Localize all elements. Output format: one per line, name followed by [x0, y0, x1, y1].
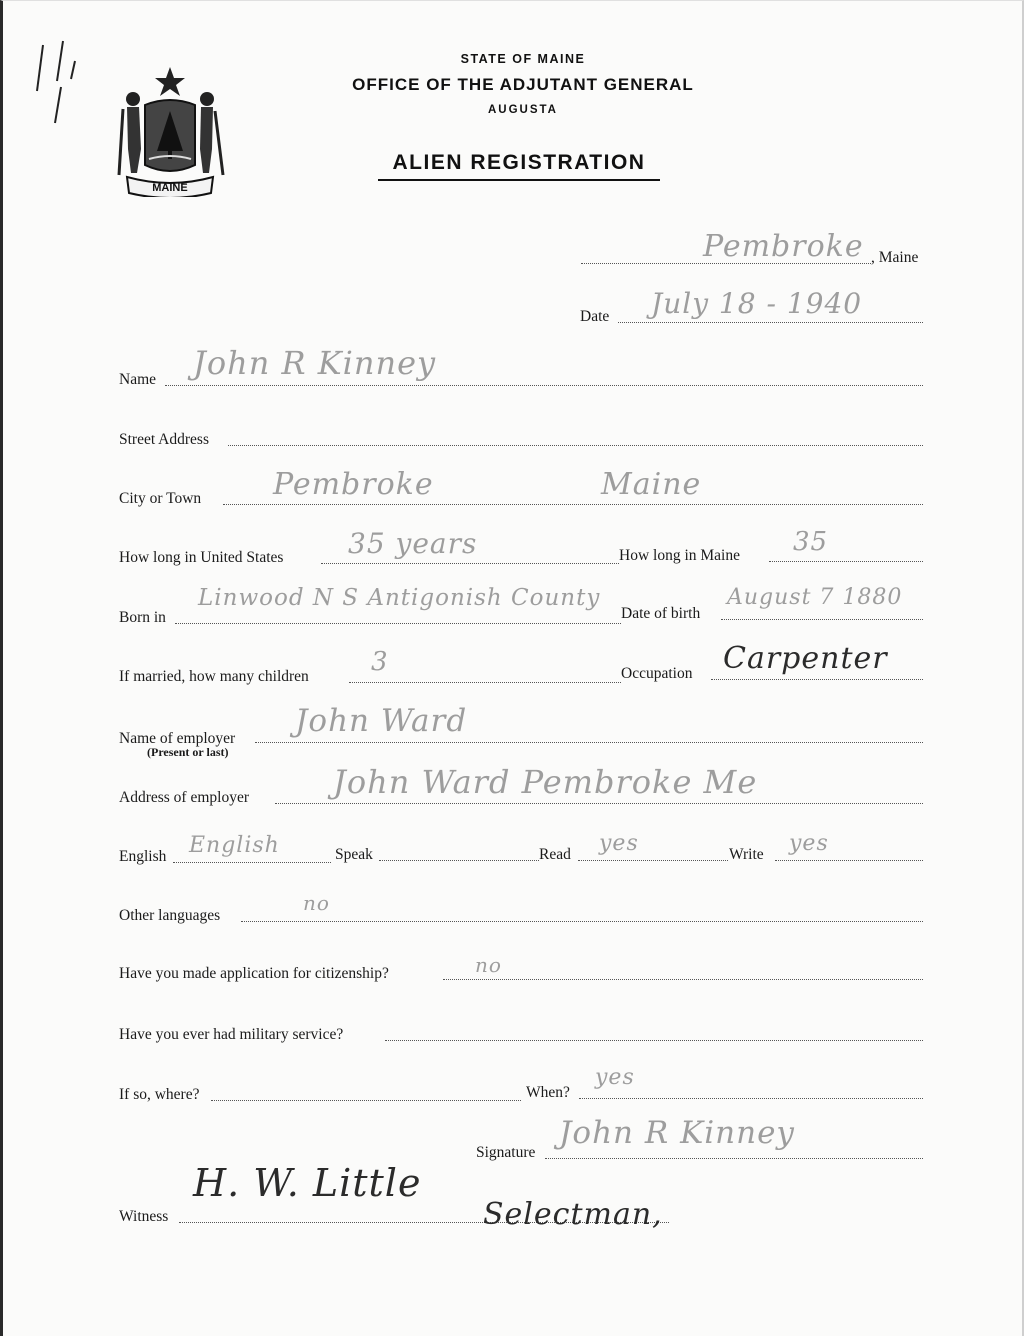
how-long-maine-label: How long in Maine: [619, 547, 740, 564]
read-line[interactable]: [578, 860, 728, 861]
when-line[interactable]: [579, 1098, 923, 1099]
city-handwritten: Pembroke: [273, 467, 434, 502]
signature-label: Signature: [476, 1144, 536, 1161]
children-line[interactable]: [349, 682, 621, 683]
date-of-birth-line[interactable]: [721, 619, 923, 620]
city-label: City or Town: [119, 490, 202, 507]
street-address-line[interactable]: [228, 445, 923, 446]
name-label: Name: [119, 371, 157, 388]
employer-name-label: Name of employer: [119, 730, 236, 747]
write-line[interactable]: [775, 860, 923, 861]
born-in-handwritten: Linwood N S Antigonish County: [198, 585, 601, 611]
born-in-line[interactable]: [175, 623, 621, 624]
citizenship-label: Have you made application for citizenship?: [119, 965, 389, 982]
read-label: Read: [539, 846, 571, 863]
how-long-maine-line[interactable]: [769, 561, 923, 562]
speak-line[interactable]: [379, 860, 539, 861]
date-line[interactable]: [618, 322, 923, 323]
when-label: When?: [526, 1084, 570, 1101]
if-so-where-label: If so, where?: [119, 1086, 200, 1103]
signature-line[interactable]: [545, 1158, 923, 1159]
how-long-us-label: How long in United States: [119, 549, 284, 566]
write-label: Write: [729, 846, 764, 863]
maine-suffix: , Maine: [871, 249, 919, 266]
born-in-label: Born in: [119, 609, 166, 626]
header-state: STATE OF MAINE: [460, 52, 586, 66]
street-address-label: Street Address: [119, 431, 209, 448]
header-city: AUGUSTA: [487, 104, 558, 116]
if-so-where-line[interactable]: [211, 1100, 521, 1101]
employer-address-label: Address of employer: [119, 789, 249, 806]
employer-address-line[interactable]: [275, 803, 923, 804]
occupation-line[interactable]: [711, 679, 923, 680]
children-handwritten: 3: [371, 647, 389, 677]
witness-title-handwritten: Selectman,: [483, 1197, 663, 1232]
witness-name-handwritten: H. W. Little: [193, 1161, 422, 1205]
witness-label: Witness: [119, 1208, 169, 1225]
citizenship-handwritten: no: [475, 953, 502, 977]
write-handwritten: yes: [789, 831, 829, 856]
employer-address-handwritten: John Ward Pembroke Me: [333, 763, 758, 801]
occupation-label: Occupation: [621, 665, 693, 682]
citizenship-line[interactable]: [443, 979, 923, 980]
employer-note-label: (Present or last): [147, 745, 229, 759]
english-handwritten: English: [189, 833, 280, 858]
speak-label: Speak: [335, 846, 373, 863]
children-label: If married, how many children: [119, 668, 309, 685]
employer-name-line[interactable]: [255, 742, 923, 743]
military-line[interactable]: [385, 1040, 923, 1041]
name-line[interactable]: [165, 385, 923, 386]
english-line[interactable]: [173, 862, 331, 863]
employer-handwritten: John Ward: [295, 703, 468, 739]
other-languages-line[interactable]: [241, 921, 923, 922]
english-label: English: [119, 848, 167, 865]
military-label: Have you ever had military service?: [119, 1026, 344, 1043]
name-handwritten: John R Kinney: [193, 344, 437, 382]
other-languages-label: Other languages: [119, 907, 221, 924]
how-long-us-line[interactable]: [321, 563, 619, 564]
years-maine-handwritten: 35: [793, 527, 829, 557]
header-office: OFFICE OF THE ADJUTANT GENERAL: [352, 75, 694, 94]
other-languages-handwritten: no: [303, 891, 330, 915]
date-of-birth-handwritten: August 7 1880: [727, 585, 903, 610]
date-label: Date: [580, 308, 610, 325]
read-handwritten: yes: [599, 831, 639, 856]
maine-state-seal: [115, 65, 225, 197]
occupation-handwritten: Carpenter: [723, 641, 888, 676]
signature-handwritten: John R Kinney: [559, 1115, 795, 1151]
town-handwritten: Pembroke: [703, 229, 864, 264]
when-handwritten: yes: [595, 1065, 635, 1090]
corner-pencil-marks: [31, 31, 101, 141]
city-line[interactable]: [223, 504, 923, 505]
seal-banner-text: MAINE: [152, 182, 188, 194]
form-title: ALIEN REGISTRATION: [378, 151, 660, 181]
date-of-birth-label: Date of birth: [621, 605, 701, 622]
date-handwritten: July 18 - 1940: [651, 287, 863, 320]
state-handwritten: Maine: [601, 467, 702, 502]
years-us-handwritten: 35 years: [348, 527, 478, 560]
